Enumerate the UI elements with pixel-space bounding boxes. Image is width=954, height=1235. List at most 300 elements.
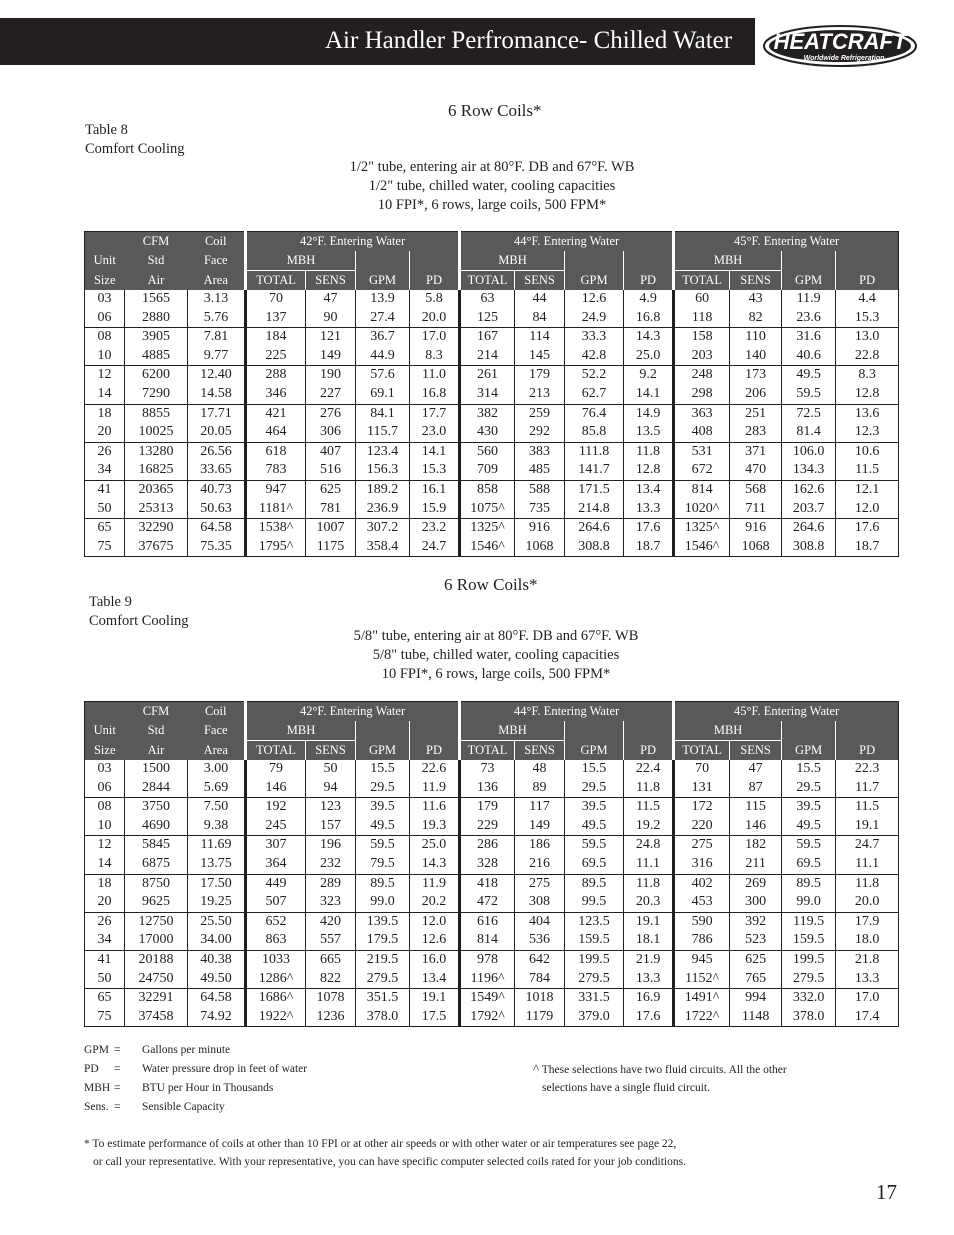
pd-cell: 14.1 (410, 442, 460, 461)
sens-mbh-cell: 300 (730, 893, 782, 912)
caret-mark: ^ (533, 1061, 540, 1076)
gpm-cell: 332.0 (782, 989, 836, 1008)
total-mbh-cell: 1722^ (674, 1008, 730, 1027)
caret-note-line: selections have a single fluid circuit. (542, 1082, 710, 1094)
gpm-cell: 15.5 (565, 760, 624, 779)
pd-cell: 17.4 (836, 1008, 899, 1027)
sens-mbh-cell: 383 (515, 442, 565, 461)
total-mbh-cell: 863 (246, 931, 306, 950)
unit-size-cell: 12 (97, 367, 112, 383)
pd-cell: 17.5 (410, 1008, 460, 1027)
pd-cell: 9.2 (624, 366, 674, 385)
total-mbh-cell: 146 (246, 779, 306, 798)
total-mbh-cell: 1325^ (460, 519, 515, 538)
coil-face-area-cell: 7.81 (188, 328, 246, 347)
cfm-std-air-cell: 24750 (125, 970, 188, 989)
gpm-cell: 358.4 (356, 538, 410, 557)
coil-face-area-cell: 3.00 (188, 760, 246, 779)
total-mbh-cell: 229 (460, 817, 515, 836)
total-mbh-cell: 1075^ (460, 500, 515, 519)
sens-mbh-cell: 259 (515, 404, 565, 423)
cfm-std-air-cell: 9625 (125, 893, 188, 912)
cfm-std-air-cell: 37675 (125, 538, 188, 557)
pd-cell: 11.7 (836, 779, 899, 798)
total-mbh-cell: 858 (460, 480, 515, 499)
gpm-cell: 36.7 (356, 328, 410, 347)
total-mbh-cell: 1020^ (674, 500, 730, 519)
sens-mbh-cell: 485 (515, 461, 565, 480)
table9-caption (89, 593, 189, 631)
sens-mbh-cell: 308 (515, 893, 565, 912)
coil-face-area-cell: 20.05 (188, 423, 246, 442)
sens-mbh-cell: 642 (515, 950, 565, 969)
sens-mbh-cell: 149 (306, 347, 356, 366)
sens-mbh-cell: 82 (730, 309, 782, 328)
sens-mbh-cell: 1175 (306, 538, 356, 557)
coil-face-area-cell: 7.50 (188, 798, 246, 817)
gpm-cell: 123.4 (356, 442, 410, 461)
unit-size-cell: 08 (97, 329, 112, 345)
total-mbh-cell: 786 (674, 931, 730, 950)
gpm-cell: 351.5 (356, 989, 410, 1008)
total-mbh-cell: 616 (460, 912, 515, 931)
total-mbh-cell: 225 (246, 347, 306, 366)
caret-note-line: These selections have two fluid circuits. All the other (541, 1064, 787, 1076)
total-mbh-cell: 430 (460, 423, 515, 442)
pd-cell: 10.6 (836, 442, 899, 461)
pd-cell: 16.1 (410, 480, 460, 499)
pd-cell: 22.3 (836, 760, 899, 779)
table-row (85, 912, 899, 931)
coil-face-area-cell: 50.63 (188, 500, 246, 519)
pd-cell: 5.8 (410, 290, 460, 309)
total-mbh-cell: 464 (246, 423, 306, 442)
pd-cell: 11.0 (410, 366, 460, 385)
pd-cell: 16.9 (624, 989, 674, 1008)
table-row (85, 500, 899, 519)
pd-cell: 21.8 (836, 950, 899, 969)
pd-cell: 17.0 (836, 989, 899, 1008)
sens-mbh-cell: 47 (306, 290, 356, 309)
total-mbh-cell: 1491^ (674, 989, 730, 1008)
pd-cell: 18.1 (624, 931, 674, 950)
coil-face-area-cell: 34.00 (188, 931, 246, 950)
gpm-cell: 171.5 (565, 480, 624, 499)
total-mbh-cell: 184 (246, 328, 306, 347)
sens-mbh-cell: 206 (730, 385, 782, 404)
header-blank (624, 251, 674, 271)
cfm-std-air-cell: 1500 (125, 760, 188, 779)
sens-mbh-cell: 781 (306, 500, 356, 519)
total-mbh-cell: 70 (246, 290, 306, 309)
total-mbh-cell: 978 (460, 950, 515, 969)
coil-face-area-cell: 40.38 (188, 950, 246, 969)
sens-mbh-cell: 190 (306, 366, 356, 385)
table9-desc-line: 10 FPI*, 6 rows, large coils, 500 FPM* (381, 666, 611, 682)
total-mbh-cell: 220 (674, 817, 730, 836)
cfm-std-air-cell: 6875 (125, 855, 188, 874)
pd-cell: 11.1 (624, 855, 674, 874)
unit-size-cell: 34 (85, 931, 125, 950)
cfm-std-air-cell: 13280 (125, 442, 188, 461)
unit-size-cell: 41 (97, 951, 112, 967)
pd-cell: 14.3 (410, 855, 460, 874)
table9-caption-type: Comfort Cooling (89, 613, 189, 629)
pd-cell: 13.6 (836, 404, 899, 423)
total-mbh-cell: 814 (674, 480, 730, 499)
cfm-std-air-cell: 3750 (125, 798, 188, 817)
total-mbh-cell: 418 (460, 874, 515, 893)
unit-size-cell: 20 (85, 893, 125, 912)
header-cfm: Std (125, 721, 188, 741)
table-row (85, 461, 899, 480)
pd-cell: 8.3 (836, 366, 899, 385)
pd-cell: 16.0 (410, 950, 460, 969)
gpm-cell: 40.6 (782, 347, 836, 366)
pd-cell: 20.3 (624, 893, 674, 912)
gpm-cell: 331.5 (565, 989, 624, 1008)
total-mbh-cell: 346 (246, 385, 306, 404)
unit-size-cell: 26 (97, 443, 112, 459)
legend-item: PD = Water pressure drop in feet of water (84, 1060, 307, 1079)
gpm-cell: 69.5 (782, 855, 836, 874)
header-pd: PD (624, 271, 674, 291)
header-water-group: 45°F. Entering Water (674, 702, 899, 722)
unit-size-cell: 65 (97, 520, 112, 536)
header-pd: PD (836, 271, 899, 291)
gpm-cell: 59.5 (356, 836, 410, 855)
unit-size-cell: 06 (85, 779, 125, 798)
pd-cell: 18.7 (624, 538, 674, 557)
gpm-cell: 15.5 (782, 760, 836, 779)
total-mbh-cell: 382 (460, 404, 515, 423)
sens-mbh-cell: 110 (730, 328, 782, 347)
total-mbh-cell: 1549^ (460, 989, 515, 1008)
pd-cell: 12.6 (410, 931, 460, 950)
sens-mbh-cell: 90 (306, 309, 356, 328)
header-gpm: GPM (782, 271, 836, 291)
table-row (85, 817, 899, 836)
pd-cell: 21.9 (624, 950, 674, 969)
pd-cell: 25.0 (624, 347, 674, 366)
total-mbh-cell: 192 (246, 798, 306, 817)
coil-face-area-cell: 74.92 (188, 1008, 246, 1027)
gpm-cell: 59.5 (782, 385, 836, 404)
total-mbh-cell: 288 (246, 366, 306, 385)
sens-mbh-cell: 182 (730, 836, 782, 855)
sens-mbh-cell: 665 (306, 950, 356, 969)
gpm-cell: 33.3 (565, 328, 624, 347)
unit-size-cell: 08 (97, 799, 112, 815)
header-total: TOTAL (674, 741, 730, 761)
total-mbh-cell: 652 (246, 912, 306, 931)
legend-desc: BTU per Hour in Thousands (142, 1082, 274, 1094)
gpm-cell: 189.2 (356, 480, 410, 499)
header-mbh: MBH (674, 721, 782, 741)
coil-face-area-cell: 17.71 (188, 404, 246, 423)
cfm-std-air-cell: 16825 (125, 461, 188, 480)
gpm-cell: 279.5 (565, 970, 624, 989)
pd-cell: 12.8 (836, 385, 899, 404)
header-pd: PD (836, 741, 899, 761)
table9-caption-number: Table 9 (89, 594, 132, 610)
total-mbh-cell: 1196^ (460, 970, 515, 989)
sens-mbh-cell: 47 (730, 760, 782, 779)
pd-cell: 17.6 (836, 519, 899, 538)
total-mbh-cell: 1792^ (460, 1008, 515, 1027)
table-row (85, 290, 899, 309)
header-total: TOTAL (460, 271, 515, 291)
unit-size-cell: 10 (85, 817, 125, 836)
total-mbh-cell: 275 (674, 836, 730, 855)
pd-cell: 14.1 (624, 385, 674, 404)
total-mbh-cell: 73 (460, 760, 515, 779)
total-mbh-cell: 945 (674, 950, 730, 969)
header-unit-blank (85, 232, 125, 252)
gpm-cell: 203.7 (782, 500, 836, 519)
sens-mbh-cell: 275 (515, 874, 565, 893)
legend-key: GPM (84, 1044, 109, 1056)
sens-mbh-cell: 269 (730, 874, 782, 893)
gpm-cell: 115.7 (356, 423, 410, 442)
header-cfm: Std (125, 251, 188, 271)
table-row (85, 760, 899, 779)
pd-cell: 17.0 (410, 328, 460, 347)
header-coil: Coil (188, 232, 246, 252)
total-mbh-cell: 172 (674, 798, 730, 817)
header-coil: Area (188, 741, 246, 761)
header-coil: Face (188, 251, 246, 271)
total-mbh-cell: 1546^ (674, 538, 730, 557)
gpm-cell: 199.5 (565, 950, 624, 969)
unit-size-cell: 03 (97, 761, 112, 776)
total-mbh-cell: 618 (246, 442, 306, 461)
gpm-cell: 31.6 (782, 328, 836, 347)
pd-cell: 16.8 (410, 385, 460, 404)
header-blank (356, 251, 410, 271)
gpm-cell: 44.9 (356, 347, 410, 366)
cfm-std-air-cell: 8750 (125, 874, 188, 893)
legend-desc: Gallons per minute (142, 1044, 231, 1056)
unit-size-cell: 03 (97, 291, 112, 306)
table-row (85, 519, 899, 538)
header-unit-blank (85, 702, 125, 722)
total-mbh-cell: 1286^ (246, 970, 306, 989)
table8-description (280, 158, 704, 215)
heatcraft-logo (762, 24, 918, 68)
legend-key: MBH (84, 1082, 111, 1094)
coil-face-area-cell: 17.50 (188, 874, 246, 893)
sens-mbh-cell: 420 (306, 912, 356, 931)
gpm-cell: 106.0 (782, 442, 836, 461)
sens-mbh-cell: 157 (306, 817, 356, 836)
cfm-std-air-cell: 32290 (125, 519, 188, 538)
pd-cell: 22.8 (836, 347, 899, 366)
coil-face-area-cell: 13.75 (188, 855, 246, 874)
cfm-std-air-cell: 3905 (125, 328, 188, 347)
gpm-cell: 111.8 (565, 442, 624, 461)
total-mbh-cell: 118 (674, 309, 730, 328)
pd-cell: 11.6 (410, 798, 460, 817)
sens-mbh-cell: 784 (515, 970, 565, 989)
gpm-cell: 89.5 (356, 874, 410, 893)
sens-mbh-cell: 625 (306, 480, 356, 499)
header-sens: SENS (515, 741, 565, 761)
pd-cell: 24.7 (836, 836, 899, 855)
sens-mbh-cell: 117 (515, 798, 565, 817)
header-sens: SENS (515, 271, 565, 291)
sens-mbh-cell: 1179 (515, 1008, 565, 1027)
gpm-cell: 42.8 (565, 347, 624, 366)
gpm-cell: 308.8 (565, 538, 624, 557)
total-mbh-cell: 449 (246, 874, 306, 893)
gpm-cell: 139.5 (356, 912, 410, 931)
gpm-cell: 62.7 (565, 385, 624, 404)
gpm-cell: 85.8 (565, 423, 624, 442)
sens-mbh-cell: 283 (730, 423, 782, 442)
unit-size-cell: 06 (85, 309, 125, 328)
gpm-cell: 379.0 (565, 1008, 624, 1027)
gpm-cell: 199.5 (782, 950, 836, 969)
table8-performance-table (84, 231, 899, 557)
gpm-cell: 378.0 (782, 1008, 836, 1027)
sens-mbh-cell: 1068 (515, 538, 565, 557)
cfm-std-air-cell: 4885 (125, 347, 188, 366)
pd-cell: 13.4 (410, 970, 460, 989)
total-mbh-cell: 70 (674, 760, 730, 779)
total-mbh-cell: 316 (674, 855, 730, 874)
coil-face-area-cell: 26.56 (188, 442, 246, 461)
table-row (85, 347, 899, 366)
pd-cell: 11.5 (836, 798, 899, 817)
unit-size-cell: 26 (97, 913, 112, 929)
gpm-cell: 39.5 (356, 798, 410, 817)
gpm-cell: 69.1 (356, 385, 410, 404)
gpm-cell: 49.5 (565, 817, 624, 836)
sens-mbh-cell: 123 (306, 798, 356, 817)
legend-item: MBH = BTU per Hour in Thousands (84, 1079, 307, 1098)
gpm-cell: 24.9 (565, 309, 624, 328)
gpm-cell: 49.5 (782, 366, 836, 385)
sens-mbh-cell: 179 (515, 366, 565, 385)
cfm-std-air-cell: 12750 (125, 912, 188, 931)
total-mbh-cell: 214 (460, 347, 515, 366)
sens-mbh-cell: 404 (515, 912, 565, 931)
abbreviation-legend (84, 1041, 307, 1117)
table-row (85, 442, 899, 461)
table-row (85, 366, 899, 385)
gpm-cell: 89.5 (565, 874, 624, 893)
sens-mbh-cell: 916 (730, 519, 782, 538)
header-sens: SENS (306, 741, 356, 761)
legend-item: Sens. = Sensible Capacity (84, 1098, 307, 1117)
pd-cell: 19.1 (624, 912, 674, 931)
header-blank (624, 721, 674, 741)
header-pd: PD (624, 741, 674, 761)
pd-cell: 24.8 (624, 836, 674, 855)
total-mbh-cell: 125 (460, 309, 515, 328)
sens-mbh-cell: 292 (515, 423, 565, 442)
total-mbh-cell: 363 (674, 404, 730, 423)
header-water-group: 45°F. Entering Water (674, 232, 899, 252)
pd-cell: 15.9 (410, 500, 460, 519)
pd-cell: 12.0 (836, 500, 899, 519)
pd-cell: 11.8 (624, 442, 674, 461)
coil-face-area-cell: 14.58 (188, 385, 246, 404)
header-blank (836, 251, 899, 271)
sens-mbh-cell: 94 (306, 779, 356, 798)
total-mbh-cell: 421 (246, 404, 306, 423)
sens-mbh-cell: 1078 (306, 989, 356, 1008)
unit-size-cell: 12 (97, 837, 112, 853)
pd-cell: 11.8 (836, 874, 899, 893)
table8-desc-line: 1/2" tube, entering air at 80°F. DB and 67°F. WB (349, 159, 635, 175)
pd-cell: 15.3 (410, 461, 460, 480)
sens-mbh-cell: 87 (730, 779, 782, 798)
total-mbh-cell: 1922^ (246, 1008, 306, 1027)
unit-size-cell: 18 (97, 875, 112, 891)
coil-face-area-cell: 75.35 (188, 538, 246, 557)
gpm-cell: 27.4 (356, 309, 410, 328)
unit-size-cell: 18 (97, 405, 112, 421)
total-mbh-cell: 1033 (246, 950, 306, 969)
total-mbh-cell: 560 (460, 442, 515, 461)
sens-mbh-cell: 916 (515, 519, 565, 538)
pd-cell: 13.3 (624, 970, 674, 989)
sens-mbh-cell: 1018 (515, 989, 565, 1008)
legend-desc: Sensible Capacity (142, 1101, 225, 1113)
header-total: TOTAL (674, 271, 730, 291)
sens-mbh-cell: 146 (730, 817, 782, 836)
header-gpm: GPM (782, 741, 836, 761)
header-blank (782, 251, 836, 271)
unit-size-cell: 10 (85, 347, 125, 366)
gpm-cell: 279.5 (782, 970, 836, 989)
unit-size-cell: 75 (85, 538, 125, 557)
page-title: Air Handler Perfromance- Chilled Water (325, 27, 733, 54)
unit-size-cell: 34 (85, 461, 125, 480)
gpm-cell: 159.5 (782, 931, 836, 950)
gpm-cell: 378.0 (356, 1008, 410, 1027)
header-size: Size (85, 271, 125, 291)
unit-size-cell: 14 (85, 385, 125, 404)
cfm-std-air-cell: 20188 (125, 950, 188, 969)
pd-cell: 23.0 (410, 423, 460, 442)
table8-desc-line: 10 FPI*, 6 rows, large coils, 500 FPM* (377, 197, 607, 213)
coil-face-area-cell: 64.58 (188, 989, 246, 1008)
header-gpm: GPM (356, 271, 410, 291)
pd-cell: 19.1 (836, 817, 899, 836)
header-sens: SENS (730, 741, 782, 761)
sens-mbh-cell: 1236 (306, 1008, 356, 1027)
sens-mbh-cell: 588 (515, 480, 565, 499)
table-row (85, 950, 899, 969)
header-mbh: MBH (460, 721, 565, 741)
coil-face-area-cell: 12.40 (188, 366, 246, 385)
coil-face-area-cell: 5.69 (188, 779, 246, 798)
sens-mbh-cell: 711 (730, 500, 782, 519)
table-row (85, 404, 899, 423)
total-mbh-cell: 1795^ (246, 538, 306, 557)
pd-cell: 14.9 (624, 404, 674, 423)
table-row (85, 480, 899, 499)
gpm-cell: 156.3 (356, 461, 410, 480)
header-cfm: CFM (125, 702, 188, 722)
pd-cell: 19.1 (410, 989, 460, 1008)
header-mbh: MBH (460, 251, 565, 271)
footnote (84, 1135, 686, 1171)
sens-mbh-cell: 121 (306, 328, 356, 347)
